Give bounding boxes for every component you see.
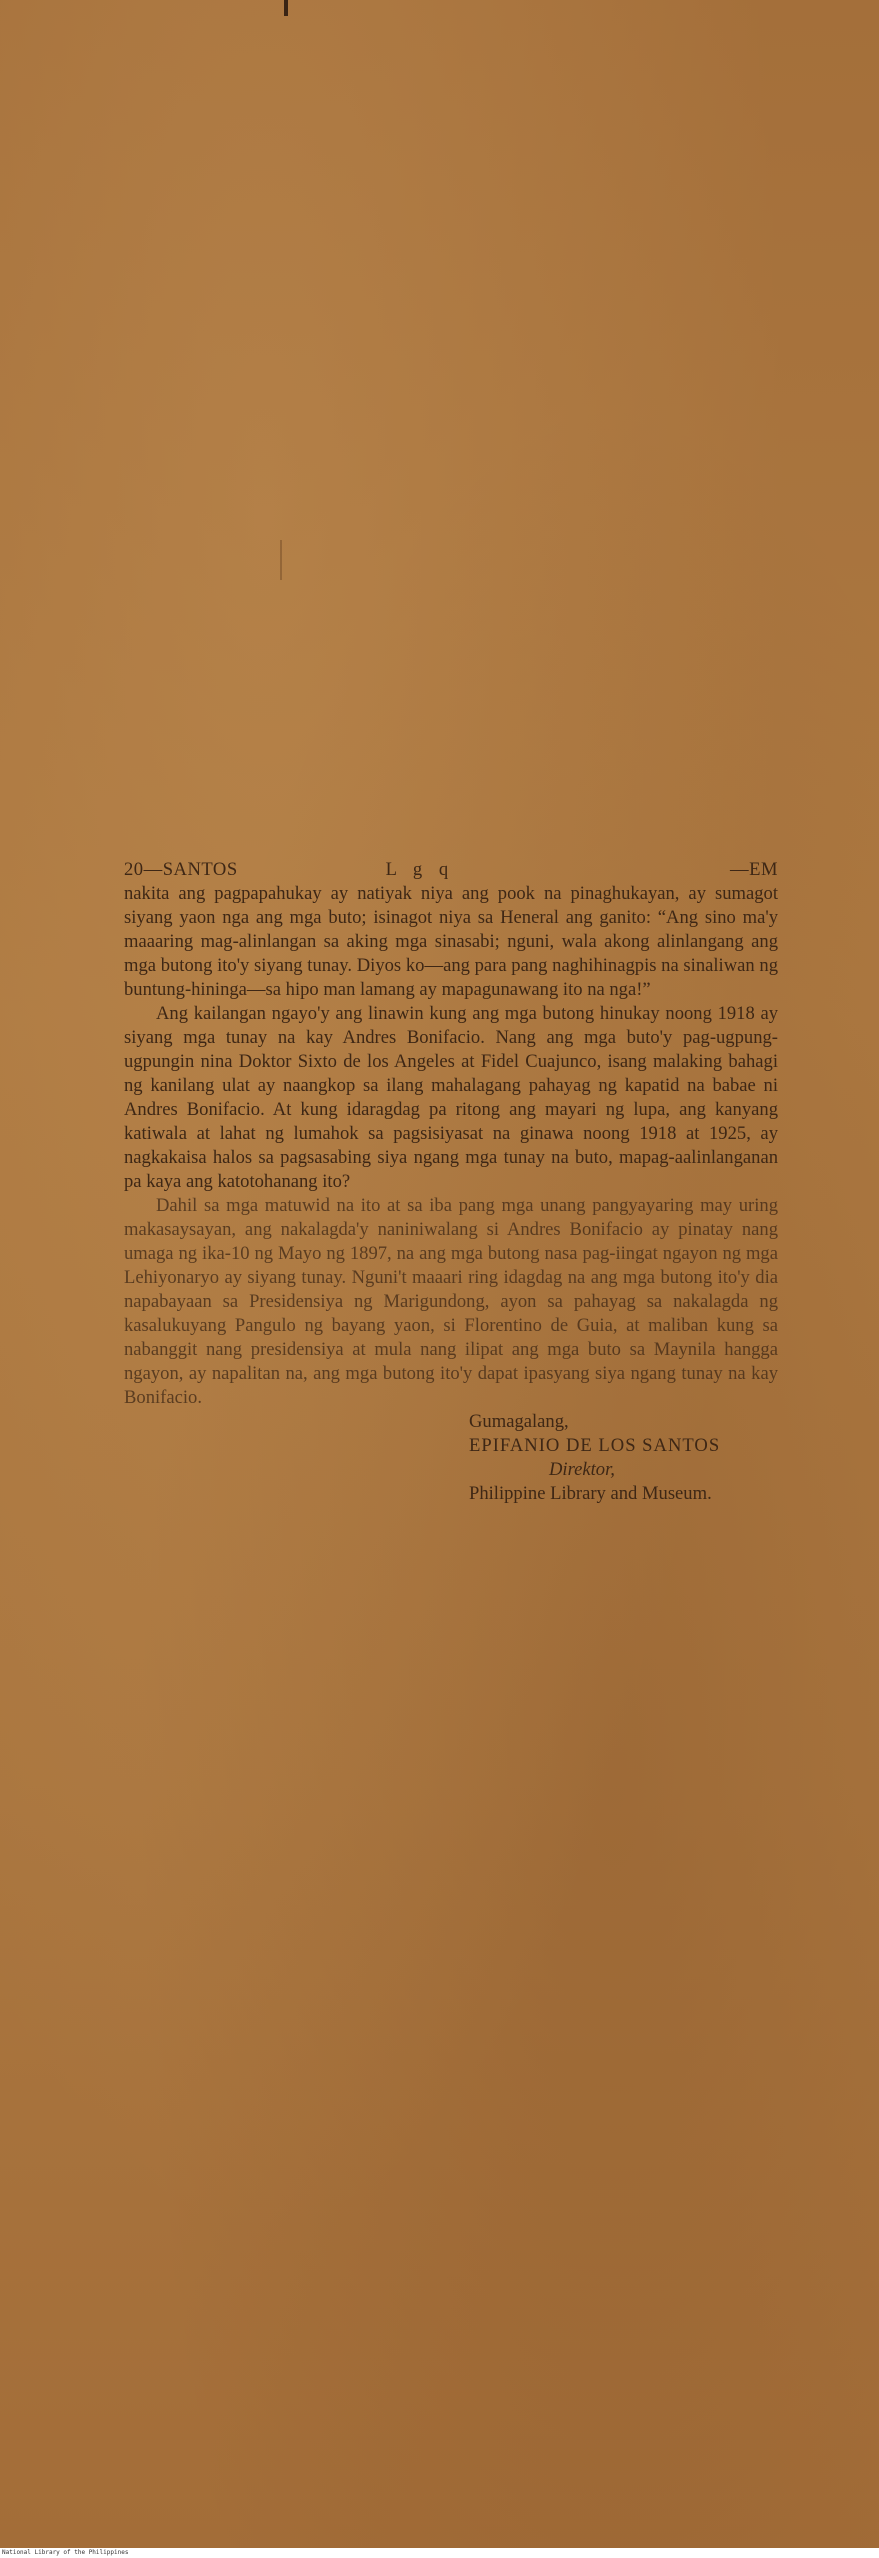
paper-crease xyxy=(280,540,282,580)
paragraph-1: nakita ang pagpapahukay ay natiyak niya ang pook na pinaghukayan, ay sumagot siyang yaon nga ang mga buto; isinagot niya sa Heneral ang ganito: “Ang sino ma'y maaaring mag-alinlangan sa aking mga sinasabi; nguni, wala akong alinlangang ang mga butong ito'y siyang tunay. Diyos ko—ang para pang naghihinagpis na sinaliwan ng buntung-hininga—sa hipo man lamang ay mapagunawang ito na nga!” xyxy=(124,883,778,1000)
document-body xyxy=(124,858,778,1506)
header-right-mark: —EM xyxy=(730,859,778,880)
binding-mark xyxy=(284,0,288,16)
header-middle-mark: L g q xyxy=(385,859,455,880)
signature-greeting: Gumagalang, xyxy=(469,1411,569,1432)
paragraph-3: Dahil sa mga matuwid na ito at sa iba pang mga unang pangyayaring may uring makasaysayan, ang nakalagda'y naniniwalang si Andres Bonifacio ay pinatay nang umaga ng ika-10 ng Mayo ng 1897, na ang mga butong nasa pag-iingat ngayon ng mga Lehiyonaryo ay siyang tunay. Nguni't maaari ring idagdag na ang mga butong ito'y dia napabayaan sa Presidensiya ng Marigundong, ayon sa pahayag sa nakalagda ng kasalukuyang Pangulo ng bayang yaon, si Florentino de Guia, at maliban kung sa nabanggit nang presidensiya at mula nang ilipat ang mga buto sa Maynila hangga ngayon, ay napalitan na, ang mga butong ito'y dapat ipasyang siya ngang tunay na kay Bonifacio. xyxy=(124,1195,778,1408)
page-header xyxy=(124,858,778,882)
paragraph-2: Ang kailangan ngayo'y ang linawin kung ang mga butong hinukay noong 1918 ay siyang mga tunay na kay Andres Bonifacio. Nang ang mga buto'y pag-ugpung-ugpungin nina Doktor Sixto de los Angeles at Fidel Cuajunco, isang malaking bahagi ng kanilang ulat ay naangkop sa ilang mahalagang pahayag ng kapatid na babae ni Andres Bonifacio. At kung idaragdag pa ritong ang mayari ng lupa, ang kanyang katiwala at lahat ng lumahok sa pagsisiyasat na ginawa noong 1918 at 1925, ay nagkakaisa halos sa pagsasabing siya ngang mga tunay na buto, mapag-aalinlanganan pa kaya ang katotohanang ito? xyxy=(124,1003,778,1192)
footer-credit: National Library of the Philippines xyxy=(2,2549,129,2556)
signature-title: Direktor, xyxy=(549,1459,615,1480)
signature-block xyxy=(124,1410,778,1506)
footer-strip xyxy=(0,2548,879,2558)
signature-name: EPIFANIO DE LOS SANTOS xyxy=(469,1435,721,1456)
page-label: 20—SANTOS xyxy=(124,859,238,880)
signature-organization: Philippine Library and Museum. xyxy=(469,1483,712,1504)
